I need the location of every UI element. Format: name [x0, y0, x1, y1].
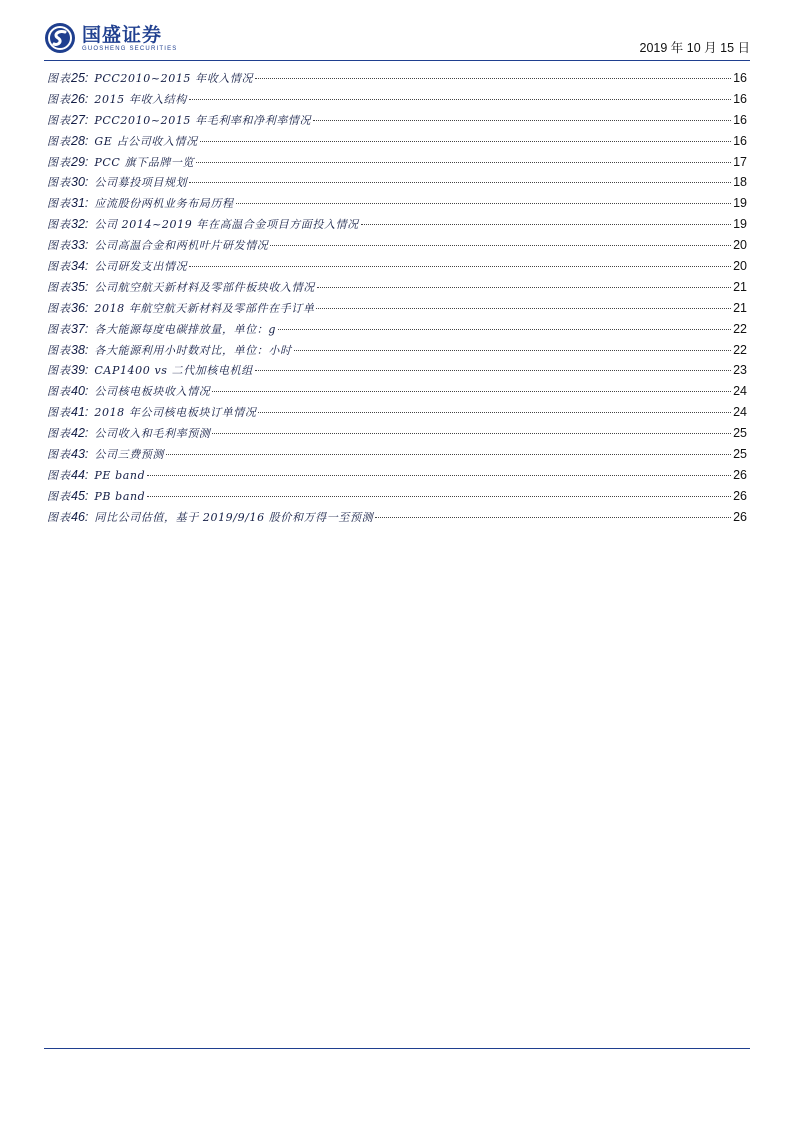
toc-entry-page: 24	[733, 405, 747, 420]
toc-entry-number: 34:	[71, 259, 89, 274]
toc-entry-title: 同比公司估值，基于 2019/9/16 股价和万得一至预测	[94, 510, 374, 524]
toc-entry-prefix: 图表	[47, 489, 71, 503]
report-date: 2019 年 10 月 15 日	[639, 41, 750, 55]
toc-entry[interactable]	[47, 507, 747, 528]
toc-entry-title: 公司高温合金和两机叶片研发情况	[94, 239, 269, 253]
toc-entry-title: 公司研发支出情况	[94, 260, 188, 274]
figure-index-list	[47, 68, 747, 528]
toc-entry-prefix: 图表	[47, 155, 71, 169]
company-logo	[44, 22, 177, 54]
toc-entry-page: 16	[733, 71, 747, 85]
toc-entry-title: 2018 年公司核电板块订单情况	[94, 406, 257, 420]
toc-dot-leader	[212, 433, 731, 434]
toc-entry-prefix: 图表	[47, 468, 71, 482]
toc-entry-number: 46:	[71, 509, 89, 524]
toc-entry-number: 30:	[71, 175, 89, 190]
toc-entry-title: PCC2010~2015 年收入情况	[94, 72, 254, 85]
toc-entry-number: 41:	[71, 405, 89, 420]
toc-entry-page: 16	[733, 91, 747, 106]
toc-entry[interactable]	[47, 486, 747, 507]
toc-entry-prefix: 图表	[47, 113, 71, 127]
logo-chinese-name: 国盛证券	[82, 24, 163, 46]
toc-entry-number: 40:	[71, 384, 89, 399]
toc-entry-number: 37:	[71, 321, 89, 336]
guosheng-logo-icon	[44, 22, 76, 54]
toc-entry[interactable]	[47, 465, 747, 486]
toc-entry-number: 44:	[71, 467, 89, 482]
toc-entry-page: 26	[733, 509, 747, 524]
toc-entry-prefix: 图表	[47, 322, 71, 336]
toc-entry-title: 各大能源利用小时数对比，单位：小时	[94, 343, 292, 357]
toc-entry-title: PE band	[94, 468, 146, 482]
toc-entry-title: 2015 年收入结构	[94, 92, 187, 106]
toc-dot-leader	[189, 266, 731, 267]
toc-entry-page: 26	[733, 488, 747, 503]
toc-entry-page: 20	[733, 259, 747, 274]
toc-entry-number: 26:	[71, 91, 89, 106]
toc-entry-number: 33:	[71, 238, 89, 253]
toc-entry[interactable]	[47, 68, 747, 89]
toc-dot-leader	[258, 412, 731, 413]
toc-entry[interactable]	[47, 423, 747, 444]
toc-entry-prefix: 图表	[47, 406, 71, 420]
toc-dot-leader	[270, 245, 731, 246]
toc-dot-leader	[294, 350, 732, 351]
toc-entry-prefix: 图表	[47, 364, 71, 378]
toc-entry[interactable]	[47, 152, 747, 173]
toc-entry[interactable]	[47, 277, 747, 298]
toc-entry[interactable]	[47, 89, 747, 110]
toc-entry[interactable]	[47, 319, 747, 340]
toc-entry[interactable]	[47, 360, 747, 381]
toc-entry-prefix: 图表	[47, 218, 71, 232]
toc-entry-page: 23	[733, 363, 747, 378]
toc-entry[interactable]	[47, 110, 747, 131]
toc-entry-number: 43:	[71, 447, 89, 462]
toc-entry-page: 21	[733, 300, 747, 315]
toc-entry-title: PCC2010~2015 年毛利率和净利率情况	[94, 113, 312, 127]
toc-entry-title: 2018 年航空航天新材料及零部件在手订单	[94, 301, 315, 315]
toc-dot-leader	[317, 287, 731, 288]
toc-entry-number: 38:	[71, 342, 89, 357]
toc-entry-page: 17	[733, 154, 747, 169]
toc-entry-number: 29:	[71, 154, 89, 169]
toc-entry-title: 应流股份两机业务布局历程	[94, 197, 234, 211]
toc-entry[interactable]	[47, 298, 747, 319]
toc-entry[interactable]	[47, 214, 747, 235]
toc-dot-leader	[147, 496, 731, 497]
toc-entry-page: 25	[733, 447, 747, 462]
toc-dot-leader	[236, 203, 732, 204]
toc-dot-leader	[375, 517, 731, 518]
toc-entry-title: 公司核电板块收入情况	[94, 385, 211, 399]
toc-entry-title: 各大能源每度电碳排放量，单位：g	[94, 322, 277, 336]
toc-entry-title: PB band	[94, 489, 146, 503]
toc-entry-prefix: 图表	[47, 72, 71, 85]
toc-entry-page: 20	[733, 238, 747, 253]
toc-entry-prefix: 图表	[47, 176, 71, 190]
toc-entry-number: 32:	[71, 217, 89, 232]
toc-entry-prefix: 图表	[47, 301, 71, 315]
toc-entry-page: 16	[733, 133, 747, 148]
toc-entry-title: 公司三费预测	[94, 448, 164, 462]
toc-entry-title: 公司收入和毛利率预测	[94, 427, 211, 441]
toc-entry-prefix: 图表	[47, 343, 71, 357]
header-divider	[44, 60, 750, 61]
toc-entry-page: 19	[733, 196, 747, 211]
toc-entry-number: 42:	[71, 426, 89, 441]
toc-entry[interactable]	[47, 340, 747, 361]
toc-entry-number: 28:	[71, 133, 89, 148]
toc-entry-page: 26	[733, 467, 747, 482]
toc-entry-title: 公司募投项目规划	[94, 176, 188, 190]
toc-dot-leader	[189, 182, 731, 183]
toc-entry-prefix: 图表	[47, 92, 71, 106]
toc-dot-leader	[189, 99, 731, 100]
toc-entry-page: 22	[733, 342, 747, 357]
toc-entry[interactable]	[47, 381, 747, 402]
toc-entry-prefix: 图表	[47, 134, 71, 148]
toc-entry-page: 25	[733, 426, 747, 441]
toc-dot-leader	[361, 224, 731, 225]
toc-entry-number: 35:	[71, 279, 89, 294]
toc-entry-title: GE 占公司收入情况	[94, 134, 198, 148]
toc-entry-prefix: 图表	[47, 510, 71, 524]
toc-entry-number: 39:	[71, 363, 89, 378]
toc-dot-leader	[255, 78, 731, 79]
toc-entry[interactable]	[47, 193, 747, 214]
footer-divider	[44, 1048, 750, 1049]
toc-entry-number: 36:	[71, 300, 89, 315]
toc-entry[interactable]	[47, 172, 747, 193]
toc-entry[interactable]	[47, 256, 747, 277]
toc-dot-leader	[255, 370, 731, 371]
toc-entry-number: 31:	[71, 196, 89, 211]
toc-entry-title: PCC 旗下品牌一览	[94, 155, 195, 169]
toc-entry-page: 18	[733, 175, 747, 190]
toc-entry-number: 27:	[71, 112, 89, 127]
toc-entry-page: 16	[733, 112, 747, 127]
toc-entry-prefix: 图表	[47, 427, 71, 441]
logo-english-name: GUOSHENG SECURITIES	[82, 46, 178, 52]
toc-entry-prefix: 图表	[47, 260, 71, 274]
toc-entry[interactable]	[47, 402, 747, 423]
toc-entry-title: CAP1400 vs 二代加核电机组	[94, 364, 253, 378]
toc-entry-number: 45:	[71, 488, 89, 503]
toc-dot-leader	[313, 120, 731, 121]
toc-entry-prefix: 图表	[47, 197, 71, 211]
toc-entry-prefix: 图表	[47, 280, 71, 294]
toc-entry-prefix: 图表	[47, 448, 71, 462]
toc-entry-page: 21	[733, 279, 747, 294]
toc-entry[interactable]	[47, 235, 747, 256]
toc-dot-leader	[316, 308, 731, 309]
toc-entry-title: 公司 2014~2019 年在高温合金项目方面投入情况	[94, 218, 359, 232]
toc-entry-number: 25:	[71, 71, 89, 85]
toc-dot-leader	[147, 475, 731, 476]
toc-entry[interactable]	[47, 131, 747, 152]
toc-dot-leader	[278, 329, 731, 330]
toc-entry-title: 公司航空航天新材料及零部件板块收入情况	[94, 280, 315, 294]
toc-entry-page: 22	[733, 321, 747, 336]
toc-dot-leader	[196, 162, 731, 163]
toc-dot-leader	[166, 454, 731, 455]
toc-entry-page: 24	[733, 384, 747, 399]
toc-entry-prefix: 图表	[47, 385, 71, 399]
toc-entry-prefix: 图表	[47, 239, 71, 253]
toc-dot-leader	[212, 391, 731, 392]
toc-entry[interactable]	[47, 444, 747, 465]
toc-dot-leader	[200, 141, 731, 142]
toc-entry-page: 19	[733, 217, 747, 232]
